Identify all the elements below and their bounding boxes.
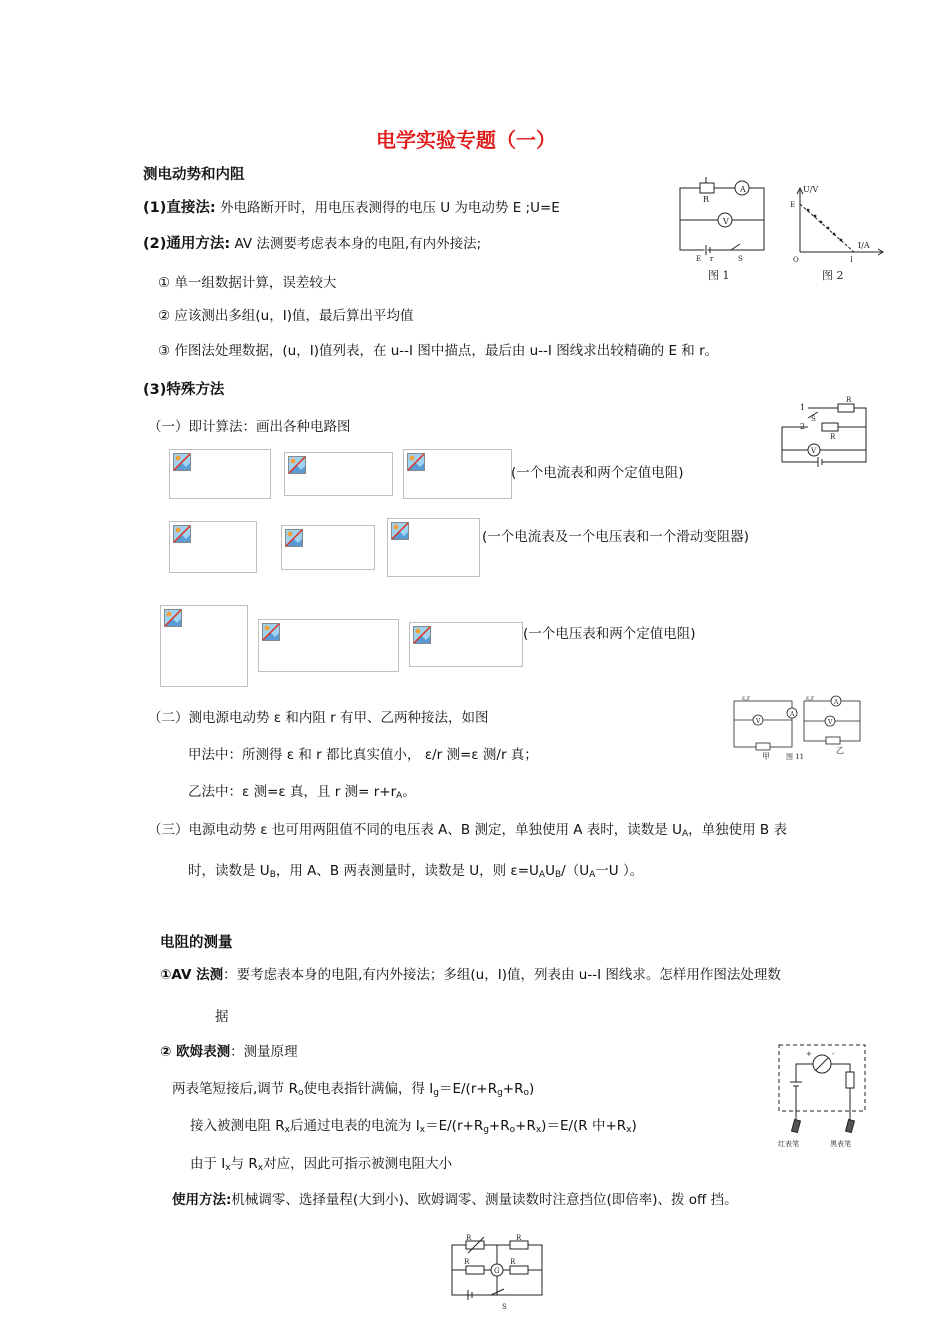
yi-method-text xyxy=(188,783,416,805)
figure-2-caption: 图 2 xyxy=(822,269,844,282)
page-title: 电学实验专题（一） xyxy=(376,128,556,152)
f1-b: 使电表指针满偏，得 I xyxy=(303,1081,434,1097)
method-direct-label: (1)直接法: xyxy=(143,200,216,216)
two-voltmeters-b2-sub: A xyxy=(538,870,546,880)
ohmmeter-figure xyxy=(776,1042,868,1152)
svg-text:S: S xyxy=(811,415,816,423)
circuit-diagram-placeholder xyxy=(387,518,480,577)
svg-text:R: R xyxy=(830,433,836,441)
f3-c: 对应，因此可指示被测电阻大小 xyxy=(263,1156,453,1172)
svg-text:R: R xyxy=(846,396,852,404)
two-voltmeters-b1-sub: B xyxy=(269,870,276,880)
circuit-figure-1 xyxy=(676,175,768,285)
jia-method-text xyxy=(188,746,538,764)
f2-b-sub: x xyxy=(419,1125,426,1135)
two-voltmeters-formula xyxy=(188,862,643,884)
f1-b-sub: g xyxy=(433,1088,439,1098)
broken-image-icon xyxy=(164,609,182,627)
section-heading-resistance: 电阻的测量 xyxy=(160,935,233,951)
two-voltmeters-sub: A xyxy=(681,829,689,839)
circuit-figure-r1r2 xyxy=(778,392,872,480)
f2-f-sub: x xyxy=(626,1125,632,1135)
broken-image-icon xyxy=(288,456,306,474)
yi-method-prefix: 乙法中： xyxy=(188,784,242,800)
jia-method-desc: 甲法中：所测得 ε 和 r 都比真实值小， xyxy=(188,747,421,763)
list-item: ② 应该测出多组(u，I)值，最后算出平均值 xyxy=(158,308,414,324)
f1-c-sub: g xyxy=(497,1088,503,1098)
jia-method-formula: ε/r 测=ε 测/r 真； xyxy=(424,747,538,763)
ohmmeter-formula-2 xyxy=(190,1117,637,1139)
list-item: ③ 作图法处理数据，(u，I)值列表，在 u--I 图中描点，最后由 u--I 图线求出较精确的 E 和 r。 xyxy=(158,343,719,359)
section-heading-emf: 测电动势和内阻 xyxy=(143,167,245,183)
circuit-diagram-placeholder xyxy=(160,605,248,687)
svg-text:ε,r: ε,r xyxy=(806,695,814,702)
yi-method-eq: ε 测=ε 真， xyxy=(242,784,317,800)
list-item: ① 单一组数据计算，误差较大 xyxy=(158,275,337,291)
two-voltmeters-b3-sub: B xyxy=(554,870,562,880)
method-direct xyxy=(143,199,560,217)
usage-method xyxy=(172,1191,738,1209)
svg-text:-: - xyxy=(832,1050,835,1058)
f1-d: +R xyxy=(502,1081,524,1097)
broken-image-icon xyxy=(173,453,191,471)
f2-a: 接入被测电阻 R xyxy=(190,1118,285,1134)
note-row-1: (一个电流表和两个定值电阻) xyxy=(511,465,684,481)
svg-text:R: R xyxy=(466,1234,472,1242)
svg-text:I/A: I/A xyxy=(858,241,870,250)
circuit-figure-11 xyxy=(730,693,864,763)
circuit-diagram-placeholder xyxy=(403,449,512,499)
sub-heading-two-voltmeters xyxy=(148,821,787,843)
svg-text:E: E xyxy=(790,201,796,209)
f3-a-sub: x xyxy=(225,1163,231,1173)
broken-image-icon xyxy=(413,626,431,644)
yi-method-sub: A xyxy=(396,791,403,801)
f1-a: 两表笔短接后,调节 R xyxy=(172,1081,298,1097)
svg-text:S: S xyxy=(502,1303,507,1311)
svg-text:R: R xyxy=(510,1258,516,1266)
figure-yi-label: 乙 xyxy=(836,746,844,755)
circuit-diagram-placeholder xyxy=(258,619,399,672)
f2-f: )＝E/(R 中+R xyxy=(541,1118,627,1134)
f2-a-sub: x xyxy=(284,1125,290,1135)
svg-text:A: A xyxy=(834,699,839,706)
f2-c-sub: g xyxy=(483,1125,489,1135)
f3-b: 与 R xyxy=(230,1156,258,1172)
av-method-label: ①AV 法测 xyxy=(160,967,224,983)
broken-image-icon xyxy=(391,522,409,540)
ohmmeter-method xyxy=(160,1043,298,1061)
figure-11-caption: 图 11 xyxy=(786,753,805,761)
f1-e: ) xyxy=(529,1081,535,1097)
av-method-text-cont: 据 xyxy=(215,1009,229,1025)
two-voltmeters-text-a2: ，单独使用 B 表 xyxy=(688,822,787,838)
f2-e: +R xyxy=(515,1118,536,1134)
f3-a: 由于 I xyxy=(190,1156,226,1172)
circuit-diagram-placeholder xyxy=(284,452,393,496)
method-general-text: AV 法测要考虑表本身的电阻,有内外接法; xyxy=(234,236,482,252)
red-pen-label: 红表笔 xyxy=(778,1140,799,1148)
circuit-diagram-placeholder xyxy=(409,622,523,667)
black-pen-label: 黑表笔 xyxy=(830,1140,851,1148)
method-direct-text: 外电路断开时，用电压表测得的电压 U 为电动势 E ;U=E xyxy=(219,200,560,216)
circuit-diagram-placeholder xyxy=(169,449,271,499)
svg-text:R: R xyxy=(703,195,710,204)
f1-a-sub: o xyxy=(297,1088,304,1098)
f2-g: ) xyxy=(631,1118,637,1134)
svg-text:R: R xyxy=(464,1258,470,1266)
ohmmeter-text: ：测量原理 xyxy=(230,1044,298,1060)
two-voltmeters-b2: ，用 A、B 两表测量时，读数是 U，则 ε=U xyxy=(275,863,539,879)
svg-text:R: R xyxy=(516,1234,522,1242)
f2-e-sub: x xyxy=(535,1125,542,1135)
ohmmeter-formula-3 xyxy=(190,1155,452,1177)
f3-b-sub: x xyxy=(257,1163,264,1173)
svg-text:G: G xyxy=(494,1267,500,1275)
two-voltmeters-b3: U xyxy=(545,863,555,879)
av-method-text: ：要考虑表本身的电阻,有内外接法；多组(u，I)值，列表由 u--I 图线求。怎样用作图法处理数 xyxy=(223,967,781,983)
figure-jia-label: 甲 xyxy=(762,752,770,761)
usage-text: 机械调零、选择量程(大到小)、欧姆调零、测量读数时注意挡位(即倍率)、拨 off 挡。 xyxy=(231,1192,738,1208)
f2-b: 后通过电表的电流为 I xyxy=(290,1118,420,1134)
svg-text:V: V xyxy=(756,718,761,725)
method-special-label: (3)特殊方法 xyxy=(143,382,225,398)
svg-text:V: V xyxy=(828,719,833,726)
svg-text:r: r xyxy=(710,255,714,263)
sub-heading-two-methods: （二）测电源电动势 ε 和内阻 r 有甲、乙两种接法，如图 xyxy=(148,710,489,726)
f1-c: ＝E/(r+R xyxy=(438,1081,498,1097)
figure-1-caption: 图 1 xyxy=(708,269,730,282)
svg-text:V: V xyxy=(723,217,729,226)
f2-d-sub: o xyxy=(509,1125,516,1135)
yi-method-end: 。 xyxy=(402,784,416,800)
f2-c: ＝E/(r+R xyxy=(425,1118,484,1134)
svg-text:E: E xyxy=(696,255,702,263)
broken-image-icon xyxy=(407,453,425,471)
two-voltmeters-b4-sub: A xyxy=(589,870,596,880)
svg-text:S: S xyxy=(738,255,743,263)
two-voltmeters-b1: 时，读数是 U xyxy=(188,863,270,879)
broken-image-icon xyxy=(262,623,280,641)
ohmmeter-label: ② 欧姆表测 xyxy=(160,1044,231,1060)
circuit-diagram-placeholder xyxy=(281,525,375,570)
f2-d: +R xyxy=(488,1118,510,1134)
svg-text:ε,r: ε,r xyxy=(742,695,750,702)
graph-figure-2 xyxy=(788,182,886,286)
svg-text:A: A xyxy=(790,711,795,718)
note-row-2: (一个电流表及一个电压表和一个滑动变阻器) xyxy=(482,529,750,545)
method-general xyxy=(143,235,481,253)
av-method xyxy=(160,966,781,984)
two-voltmeters-b5: 一U ）。 xyxy=(595,863,644,879)
bridge-circuit-figure xyxy=(446,1233,548,1311)
method-general-label: (2)通用方法: xyxy=(143,236,231,252)
svg-text:+: + xyxy=(806,1050,812,1058)
svg-text:V: V xyxy=(811,447,817,455)
broken-image-icon xyxy=(173,525,191,543)
f1-d-sub: o xyxy=(523,1088,530,1098)
svg-text:O: O xyxy=(793,256,799,264)
note-row-3: (一个电压表和两个定值电阻) xyxy=(523,626,696,642)
usage-label: 使用方法: xyxy=(172,1192,232,1208)
broken-image-icon xyxy=(285,529,303,547)
svg-text:I: I xyxy=(850,256,853,264)
yi-method-post: 且 r 测= r+r xyxy=(317,784,397,800)
svg-text:2: 2 xyxy=(800,422,806,431)
circuit-diagram-placeholder xyxy=(169,521,257,573)
two-voltmeters-b4: /（U xyxy=(561,863,590,879)
two-voltmeters-text-a: （三）电源电动势 ε 也可用两阻值不同的电压表 A、B 测定，单独使用 A 表时，读数是 U xyxy=(148,822,682,838)
svg-text:U/V: U/V xyxy=(803,185,819,194)
sub-heading-calc: （一）即计算法：画出各种电路图 xyxy=(148,419,351,435)
svg-text:1: 1 xyxy=(800,403,806,412)
svg-text:A: A xyxy=(740,185,746,194)
ohmmeter-formula-1 xyxy=(172,1080,534,1102)
